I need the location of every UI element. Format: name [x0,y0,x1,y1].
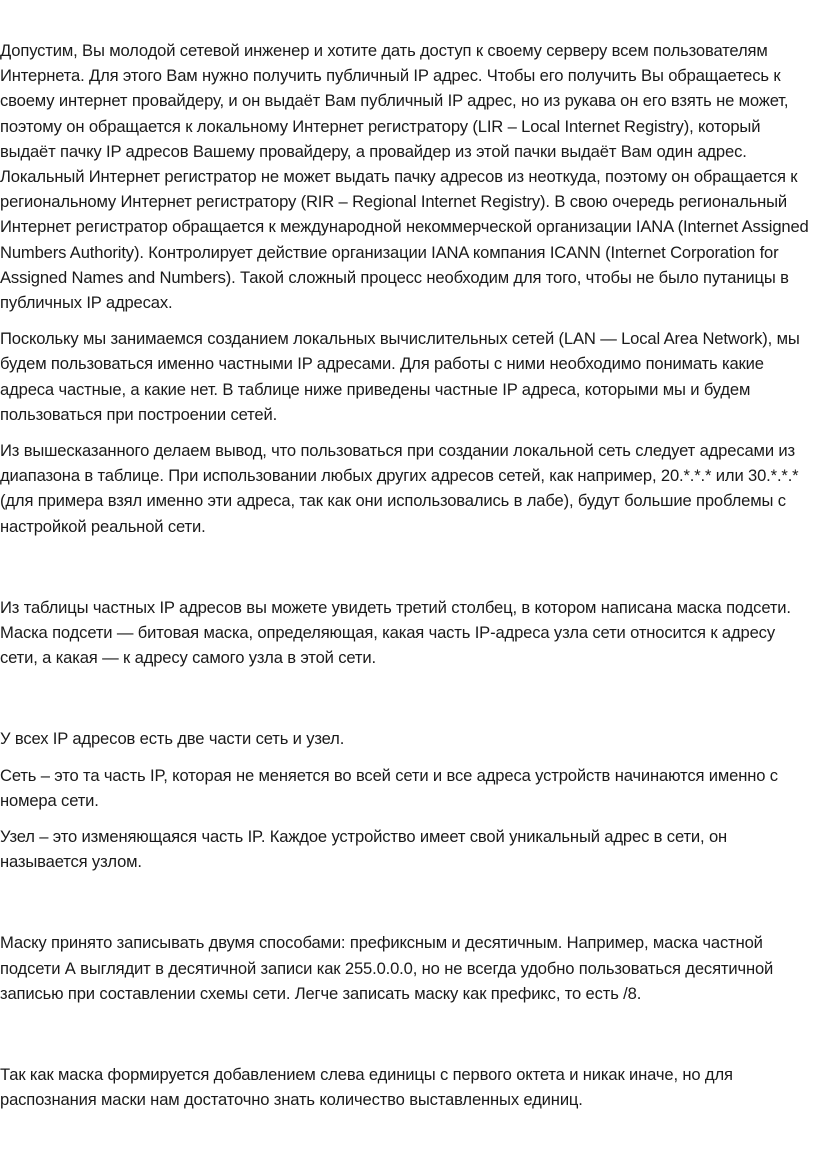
blank-line [0,885,814,930]
paragraph-host-definition: Узел – это изменяющаяся часть IP. Каждое устройство имеет свой уникальный адрес в сети, он называется узлом. [0,827,728,872]
blank-line [0,1017,814,1062]
paragraph-two-parts: У всех IP адресов есть две части сеть и узел. [0,729,345,749]
paragraph-subnet-mask: Из таблицы частных IP адресов вы можете увидеть третий столбец, в котором написана маска подсети. Маска подсети — битовая маска, определяющая, какая часть IP-адреса узла сети относится к адресу сети, а какая — к адресу самого узла в этой сети. [0,597,791,668]
paragraph-ip-registration: Допустим, Вы молодой сетевой инженер и хотите дать доступ к своему серверу всем пользователям Интернета. Для этого Вам нужно получить публичный IP адрес. Чтобы его получить Вы обращаетесь к своему интернет провайдеру, и он выдаёт Вам публичный IP адрес, но из рукава он его взять не может, поэтому он обращается к локальному Интернет регистратору (LIR – Local Internet Registry), который выдаёт пачку IP адресов Вашему провайдеру, а провайдер из этой пачки выдаёт Вам один адрес. Локальный Интернет регистратор не может выдать пачку адресов из неоткуда, поэтому он обращается к региональному Интернет регистратору (RIR – Regional Internet Registry). В свою очередь региональный Интернет регистратор обращается к международной некоммерческой организации IANA (Internet Assigned Numbers Authority). Контролирует действие организации IANA компания ICANN (Internet Corporation for Assigned Names and Numbers). Такой сложный процесс необходим для того, чтобы не было путаницы в публичных IP адресах. [0,41,809,313]
blank-line [0,550,814,595]
paragraph-conclusion: Из вышесказанного делаем вывод, что пользоваться при создании локальной сеть следует адресами из диапазона в таблице. При использовании любых других адресов сетей, как например, 20.*.*.* или 30.*.*.* (для примера взял именно эти адреса, так как они использовались в лабе), будут большие проблемы с настройкой реальной сети. [0,441,799,536]
paragraph-private-addresses: Поскольку мы занимаемся созданием локальных вычислительных сетей (LAN — Local Area Network), мы будем пользоваться именно частными IP адресами. Для работы с ними необходимо понимать какие адреса частные, а какие нет. В таблице ниже приведены частные IP адреса, которыми мы и будем пользоваться при построении сетей. [0,329,800,424]
paragraph-mask-notation: Маску принято записывать двумя способами: префиксным и десятичным. Например, маска частной подсети А выглядит в десятичной записи как 255.0.0.0, но не всегда удобно пользоваться десятичной записью при составлении схемы сети. Легче записать маску как префикс, то есть /8. [0,933,774,1003]
document-page [0,38,814,1124]
paragraph-mask-formation: Так как маска формируется добавлением слева единицы с первого октета и никак иначе, но для распознания маски нам достаточно знать количество выставленных единиц. [0,1065,733,1110]
blank-line [0,681,814,726]
paragraph-network-definition: Сеть – это та часть IP, которая не меняется во всей сети и все адреса устройств начинаются именно с номера сети. [0,765,778,810]
